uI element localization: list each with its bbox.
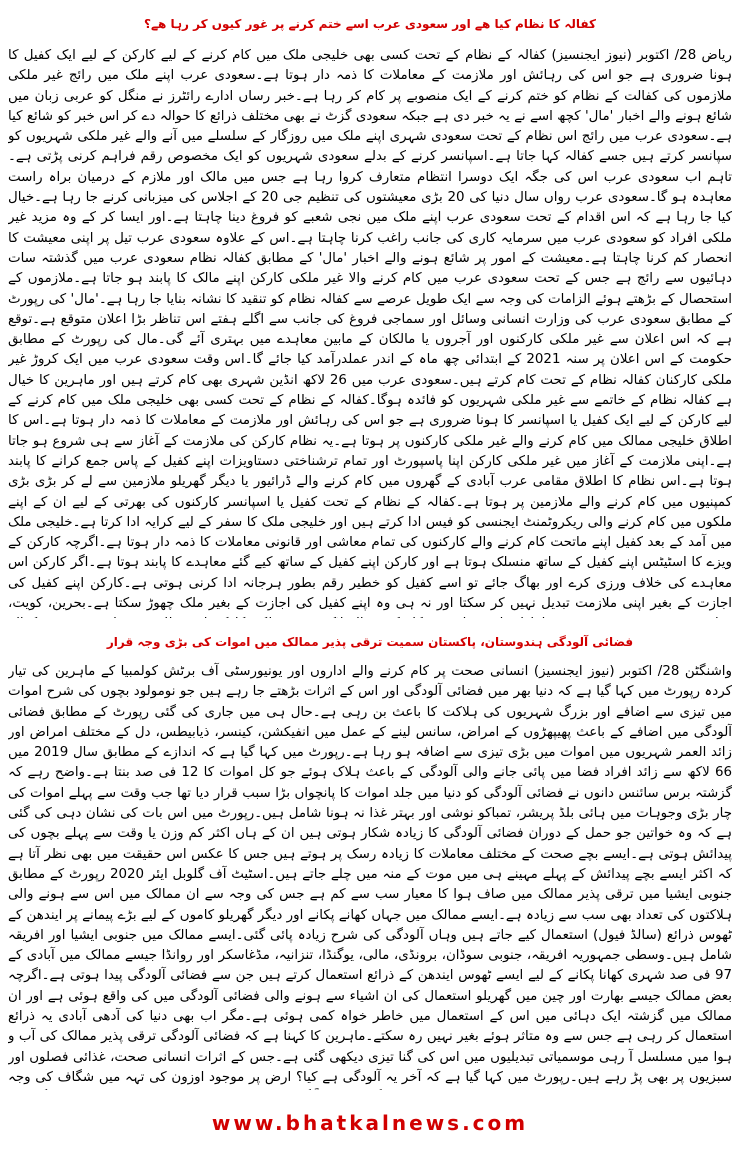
article2-headline: فضائی آلودگی ہندوستان، پاکستان سمیت ترقی پذیر ممالک میں اموات کی بڑی وجہ قرار — [106, 635, 634, 649]
article1-body — [8, 46, 732, 618]
website-footer: www.bhatkalnews.com — [211, 1111, 529, 1135]
article1-headline: کفالہ کا نظام کیا ھے اور سعودی عرب اسے ختم کرنے پر غور کیوں کر رہا ھے؟ — [144, 17, 596, 31]
article2-paragraph: واشنگٹن 28/ اکتوبر (نیوز ایجنسیز) انسانی صحت پر کام کرنے والے اداروں اور یونیورسٹی آف برٹش کولمبیا کے ماہرین کی تیار کردہ رپورٹ میں کہا گیا ہے کہ دنیا بھر میں فضائی آلودگی اور اس کے اثرات بڑھتے جا رہے ہیں جو نومولود بچوں کی شرح اموات میں تیزی سے اضافے اور بزرگ شہریوں کی ہلاکت کا باعث بن رہی ہے۔حال ہی میں جاری کی گئی رپورٹ کے مطابق فضائی آلودگی میں اضافے کے باعث پھیپھڑوں کے امراض، سانس لینے کے عمل میں انفیکشن، کینسر، ذیابیطس، دل کے مختلف امراض اور زائد العمر شہریوں میں اموات میں بڑی تیزی سے اضافہ ہو رہا ہے۔رپورٹ میں کہا گیا ہے کہ اندازے کے مطابق سال 2019 میں 66 لاکھ سے زائد افراد فضا میں پائی جانے والی آلودگی کے باعث ہلاک ہوئے جو کل اموات کا 12 فی صد بنتا ہے۔واضح رہے کہ گزشتہ برس سائنس دانوں نے فضائی آلودگی کو دنیا میں جلد اموات کا پانچواں بڑا سبب قرار دیا تھا جب وقت سے پہلے اموات کی چار بڑی وجوہات میں ہائی بلڈ پریشر، تمباکو نوشی اور بہتر غذا نہ ہونا شامل ہیں۔رپورٹ میں اس بات کی نشان دہی کی گئی ہے کہ وہ خواتین جو حمل کے دوران فضائی آلودگی کا زیادہ شکار ہوتی ہیں ان کے ہاں اکثر کم وزن یا وقت سے پہلے بچوں کی پیدائش ہوتی ہے۔ایسے بچے صحت کے مختلف معاملات کا زیادہ رسک پر ہوتے ہیں جس کا عکس اس حقیقت میں بھی نظر آتا ہے کہ اکثر ایسے بچے پیدائش کے پہلے مہینے ہی میں موت کے منہ میں چلے جاتے ہیں۔اسٹیٹ آف گلوبل ایئر 2020 رپورٹ کے مطابق جنوبی ایشیا میں ترقی پذیر ممالک میں صاف ہوا کا معیار سب سے کم ہے جس کی وجہ سے ان ممالک میں اس سے ہونے والی ہلاکتوں کی تعداد بھی سب سے زیادہ ہے۔ایسے ممالک میں جہاں کھانے پکانے اور دیگر گھریلو کاموں کے لیے بڑے پیمانے پر ایندھن کے ٹھوس ذرائع (سالڈ فیول) استعمال کیے جاتے ہیں وہاں آلودگی کی شرح زیادہ پائی گئی۔ایسے ممالک میں جنوبی ایشیا اور افریقہ شامل ہیں۔وسطی جمہوریہ افریقہ، جنوبی سوڈان، برونڈی، مالی، یوگنڈا، تنزانیہ، مڈغاسکر اور روانڈا جیسے ممالک میں آبادی کے 97 فی صد شہری کھانا پکانے کے لیے ایسے ٹھوس ایندھن کے ذرائع استعمال کرتے ہیں جن سے فضائی آلودگی پیدا ہوتی ہے۔اگرچہ بعض ممالک جیسے بھارت اور چین میں گھریلو استعمال کی ان اشیاء سے ہونے والی فضائی آلودگی میں کی واقع ہوئی ہے اور ان ممالک میں گزشتہ ایک دہائی میں اس کے استعمال میں خاطر خواہ کمی ہوئی ہے۔مگر اب بھی دنیا کی آدھی آبادی یہ ذرائع استعمال کر رہی ہے جس سے وہ متاثر ہوئے بغیر نہیں رہ سکتے۔ماہرین کا کہنا ہے کہ فضائی آلودگی ترقی پذیر ممالک کی آب و ہوا میں مسلسل آ رہی موسمیاتی تبدیلیوں میں اس کی گنا تیزی دیکھی گئی ہے۔جس کے اثرات انسانی صحت، غذائی فصلوں اور سبزیوں پر بھی پڑ رہے ہیں۔رپورٹ میں کہا گیا ہے کہ آخر یہ آلودگی ہے کیا؟ ارض پر موجود اوزون کی تہہ میں شگاف کی وجہ — [8, 664, 732, 1085]
article2-body — [8, 662, 732, 1090]
article1-paragraph: ریاض 28/ اکتوبر (نیوز ایجنسیز) کفالہ کے نظام کے تحت کسی بھی خلیجی ملک میں کام کرنے کے لیے کارکن کے لیے ایک کفیل کا ہونا ضروری ہے جو اس کی رہائش اور ملازمت کے معاملات کا ذمہ دار ہوتا ہے۔سعودی عرب اپنے ملک میں رائج غیر ملکی ملازموں کی کفالت کے نظام کو ختم کرنے کے ایک منصوبے پر کام کر رہا ہے۔خبر رساں ادارے رائٹرز نے منگل کو عربی زبان میں شائع ہونے والے اخبار 'مال' کچھ اسے نے یہ خبر دی ہے جبکہ سعودی گزٹ نے بھی مختلف ذرائع کا حوالہ دے کر اس خبر کو شائع کیا ہے۔سعودی عرب میں رائج اس نظام کے تحت سعودی شہری اپنے ملک میں روزگار کے سلسلے میں آنے والے غیر ملکی شہریوں کو سپانسر کرتے ہیں جسے کفالہ کہا جاتا ہے۔اسپانسر کرنے کے بدلے سعودی شہریوں کو ایک مخصوص رقم فراہم کرنی پڑتی ہے۔تاہم اب سعودی عرب اس کی جگہ ایک دوسرا انتظام متعارف کروا رہا ہے جس میں مالک اور ملازم کے درمیان براہ راست معاہدہ ہو گا۔سعودی عرب رواں سال دنیا کی 20 بڑی معیشتوں کی تنظیم جی 20 کے اجلاس کی میزبانی کرنے جا رہا ہے۔خیال کیا جا رہا ہے کہ اس اقدام کے تحت سعودی عرب اپنے ملک میں نجی شعبے کو فروغ دینا چاہتا ہے۔اور ایسا کر کے وہ مزید غیر ملکی افراد کو سعودی عرب میں سرمایہ کاری کی جانب راغب کرنا چاہتا ہے۔اس کے علاوہ سعودی عرب تیل پر اپنی معیشت کا انحصار کم کرنا چاہتا ہے۔معیشت کے امور پر شائع ہونے والے اخبار 'مال' کے مطابق کفالہ نظام سعودی عرب میں گذشتہ سات دہائیوں سے رائج ہے جس کے تحت سعودی عرب میں کام کرنے والا غیر ملکی کارکن اپنے مالک کا پابند ہو جاتا ہے۔ملازموں کے استحصال کے بڑھتے ہوئے الزامات کی وجہ سے ایک طویل عرصے سے کفالہ نظام کو تنقید کا نشانہ بنایا جا رہا ہے۔'مال' کی رپورٹ کے مطابق سعودی عرب کی وزارت انسانی وسائل اور سماجی فروغ کی جانب سے اگلے ہفتے اس تناظر بڑا اعلان متوقع ہے۔توقع ہے کہ اس اعلان سے غیر ملکی کارکنوں اور آجروں یا مالکان کے مابین معاہدے میں بہتری آئے گی۔مال کی رپورٹ کے مطابق حکومت کے اس اعلان پر سنہ 2021 کے ابتدائی چھ ماہ کے اندر عملدرآمد کیا جائے گا۔اس وقت سعودی عرب میں ایک کروڑ غیر ملکی کارکنان کفالہ نظام کے تحت کام کرتے ہیں۔سعودی عرب میں 26 لاکھ انڈین شہری بھی کام کرتے ہیں اور ماہرین کا خیال ہے کفالہ نظام کے خاتمے سے غیر ملکی شہریوں کو فائدہ ہوگا۔کفالہ کے نظام کے تحت کسی بھی خلیجی ملک میں کام کرنے کے لیے کارکن کے لیے ایک کفیل یا اسپانسر کا ہونا ضروری ہے جو اس کی رہائش اور ملازمت کے معاملات کا ذمہ دار ہوتا ہے۔اس کا اطلاق خلیجی ممالک میں کام کرنے والے غیر ملکی کارکنوں پر ہوتا ہے۔یہ نظام کارکن کی ملازمت کے آغاز سے ہی شروع ہو جاتا ہے۔اپنی ملازمت کے آغاز میں غیر ملکی کارکن اپنا پاسپورٹ اور تمام ترشناختی دستاویزات اپنے کفیل کے پاس جمع کرانے کا پابند ہوتا ہے۔اس نظام کا اطلاق مقامی عرب آبادی کے گھروں میں کام کرنے والے ڈرائیور یا دیگر گھریلو ملازمین سے لے کر بڑی بڑی کمپنیوں میں کام کرنے والے ملازمین پر ہوتا ہے۔کفالہ کے نظام کے تحت کفیل یا اسپانسر کارکنوں کی بھرتی کے لیے ان کے اپنے ملکوں میں کام کرنے والی ریکروٹمنٹ ایجنسی کو فیس ادا کرتے ہیں اور خلیجی ملک کا سفر کے لیے کرایہ ادا کرتا ہے۔خلیجی ملک میں آمد کے بعد کفیل اپنے ماتحت کام کرنے والے کارکنوں کی تمام معاشی اور قانونی معاملات کا ذمہ دار ہوتا ہے۔اگرچہ کارکن کے ویزے کا اسٹیٹس اپنے کفیل کے ساتھ منسلک ہوتا ہے اور کارکن اپنے کفیل کے ساتھ کیے گئے معاہدے کا پابند ہوتا ہے۔اگر کارکن اس معاہدے کی خلاف ورزی کرے اور بھاگ جائے تو اسے کفیل کو خطیر رقم بطور ہرجانہ ادا کرنی ہوتی ہے۔کارکن اپنے کفیل کی اجازت کے بغیر اپنی ملازمت تبدیل نہیں کر سکتا اور نہ ہی وہ اپنے کفیل کی اجازت کے بغیر ملک چھوڑ سکتا ہے۔بحرین، کویت، — [8, 48, 732, 612]
